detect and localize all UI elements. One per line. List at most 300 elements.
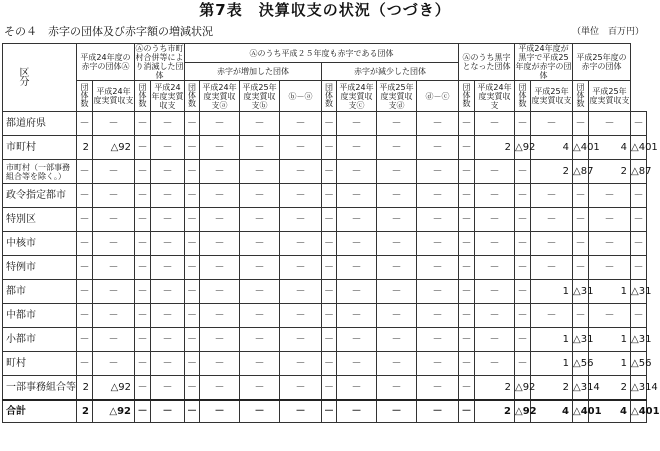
header-h25: 平成25年度実質収支 (589, 81, 631, 112)
table-cell: － (77, 256, 93, 280)
header-dantaisu: 団体数 (515, 81, 531, 112)
table-cell: － (77, 112, 93, 136)
header-h25: 平成25年度実質収支 (531, 81, 573, 112)
header-dc: ⓓ－ⓒ (417, 81, 459, 112)
table-cell: － (280, 304, 322, 328)
table-cell: △31 (631, 280, 647, 304)
table-row (3, 160, 647, 184)
table-cell: － (377, 232, 417, 256)
table-cell: － (93, 208, 135, 232)
table-cell: 2 (589, 160, 631, 184)
table-cell: － (200, 136, 240, 160)
table-cell: 2 (77, 400, 93, 423)
table-cell: △401 (573, 136, 589, 160)
table-cell: － (135, 280, 151, 304)
table-cell: － (200, 160, 240, 184)
table-cell: － (185, 328, 200, 352)
table-cell: － (135, 232, 151, 256)
table-cell: － (337, 304, 377, 328)
table-cell: － (417, 280, 459, 304)
table-cell: － (377, 256, 417, 280)
table-cell: － (151, 400, 185, 423)
table-cell: － (280, 208, 322, 232)
table-cell: － (475, 112, 515, 136)
table-cell: － (135, 184, 151, 208)
table-cell: － (337, 256, 377, 280)
unit-label: （単位 百万円） (571, 27, 644, 37)
table-cell: － (151, 304, 185, 328)
table-cell: － (77, 304, 93, 328)
table-cell: － (322, 304, 337, 328)
table-cell: － (135, 136, 151, 160)
table-cell: － (200, 400, 240, 423)
table-cell: － (322, 232, 337, 256)
table-cell: － (459, 304, 475, 328)
header-h25d: 平成25年度実質収支ⓓ (377, 81, 417, 112)
table-cell: － (377, 328, 417, 352)
table-cell: － (573, 184, 589, 208)
table-cell: － (185, 376, 200, 401)
table-cell: － (531, 208, 573, 232)
table-cell: － (337, 400, 377, 423)
table-subtitle: その４ 赤字の団体及び赤字額の増減状況 (4, 25, 213, 38)
row-label: 合計 (3, 400, 77, 423)
table-cell: － (151, 184, 185, 208)
table-cell: △92 (93, 376, 135, 401)
table-cell: △401 (631, 400, 647, 423)
table-cell: － (322, 376, 337, 401)
table-cell: － (280, 136, 322, 160)
table-body (3, 112, 660, 423)
table-cell: 2 (531, 160, 573, 184)
header-dantaisu: 団体数 (77, 81, 93, 112)
table-cell: △31 (573, 280, 589, 304)
settlement-table (2, 43, 660, 423)
table-cell: － (322, 400, 337, 423)
table-cell: － (185, 280, 200, 304)
table-cell: － (515, 112, 531, 136)
table-cell: － (322, 352, 337, 376)
header-g6: 平成25年度の赤字の団体 (573, 44, 631, 81)
table-cell: － (475, 280, 515, 304)
header-h24: 平成24年度実質収支 (93, 81, 135, 112)
table-cell: － (459, 136, 475, 160)
table-cell: － (417, 160, 459, 184)
table-cell: 2 (531, 376, 573, 401)
table-cell: － (151, 136, 185, 160)
row-label: 中核市 (3, 232, 77, 256)
table-cell: － (515, 160, 531, 184)
header-h24: 平成24年度実質収支 (151, 82, 184, 110)
header-dantaisu: 団体数 (459, 81, 475, 112)
table-cell: － (280, 256, 322, 280)
table-cell: － (93, 280, 135, 304)
table-cell: － (185, 256, 200, 280)
table-cell: － (200, 256, 240, 280)
table-cell: － (459, 400, 475, 423)
table-cell: － (631, 208, 647, 232)
row-label: 一部事務組合等 (3, 376, 77, 401)
table-cell: － (185, 112, 200, 136)
table-cell: 4 (589, 136, 631, 160)
table-cell: － (280, 232, 322, 256)
table-cell: － (200, 184, 240, 208)
table-cell: － (459, 256, 475, 280)
header-g5: 平成24年度が黒字で平成25年度が赤字の団体 (515, 44, 572, 80)
header-h24c: 平成24年度実質収支ⓒ (337, 81, 377, 112)
table-cell: － (417, 184, 459, 208)
table-cell: － (459, 328, 475, 352)
table-cell: △92 (515, 400, 531, 423)
table-cell: － (185, 304, 200, 328)
table-cell: － (417, 400, 459, 423)
table-cell: － (135, 400, 151, 423)
table-cell: 2 (589, 376, 631, 401)
table-row (3, 136, 647, 160)
table-cell: － (475, 352, 515, 376)
table-cell: － (151, 328, 185, 352)
table-cell: － (417, 208, 459, 232)
table-cell: － (77, 184, 93, 208)
table-cell: － (240, 280, 280, 304)
table-cell: － (151, 352, 185, 376)
table-cell: － (377, 280, 417, 304)
table-cell: － (280, 112, 322, 136)
table-cell: － (515, 304, 531, 328)
table-cell: － (322, 256, 337, 280)
row-label: 特例市 (3, 256, 77, 280)
table-cell: 2 (77, 376, 93, 401)
table-cell: △92 (93, 400, 135, 423)
table-cell: － (200, 280, 240, 304)
table-cell: － (573, 232, 589, 256)
table-row (3, 352, 647, 376)
header-kubun: 区 分 (3, 44, 77, 112)
table-cell: － (337, 160, 377, 184)
table-cell: － (417, 304, 459, 328)
table-cell: － (531, 256, 573, 280)
table-cell: － (280, 160, 322, 184)
table-cell: － (135, 160, 151, 184)
table-cell: － (151, 376, 185, 401)
table-cell: － (337, 136, 377, 160)
table-cell: － (459, 280, 475, 304)
table-cell: － (573, 208, 589, 232)
table-cell: △31 (573, 328, 589, 352)
table-cell: － (417, 376, 459, 401)
table-cell: － (77, 232, 93, 256)
table-cell: － (135, 112, 151, 136)
table-cell: － (573, 256, 589, 280)
row-label: 中都市 (3, 304, 77, 328)
table-cell: 2 (475, 400, 515, 423)
table-cell: － (280, 352, 322, 376)
table-row (3, 304, 647, 328)
table-row (3, 328, 647, 352)
table-cell: － (322, 136, 337, 160)
header-g3: Ⓐのうち平成２５年度も赤字である団体 (185, 44, 459, 63)
header-dantaisu: 団体数 (322, 81, 337, 112)
table-cell: － (322, 112, 337, 136)
table-cell: △401 (573, 400, 589, 423)
table-cell: － (77, 352, 93, 376)
table-cell: － (200, 304, 240, 328)
table-cell: 2 (475, 136, 515, 160)
table-cell: － (459, 376, 475, 401)
table-cell: △31 (631, 328, 647, 352)
table-cell: － (515, 280, 531, 304)
table-cell: 1 (531, 328, 573, 352)
table-cell: － (631, 184, 647, 208)
table-cell: － (475, 232, 515, 256)
table-cell: － (322, 280, 337, 304)
table-cell: － (475, 184, 515, 208)
table-cell: － (280, 280, 322, 304)
row-label: 都道府県 (3, 112, 77, 136)
table-cell: △87 (631, 160, 647, 184)
table-cell: △56 (631, 352, 647, 376)
table-cell: － (135, 256, 151, 280)
table-cell: － (200, 232, 240, 256)
table-cell: － (459, 184, 475, 208)
table-cell: － (589, 304, 631, 328)
table-cell: 2 (475, 376, 515, 401)
table-cell: － (377, 352, 417, 376)
header-ba: ⓑ－ⓐ (280, 81, 322, 112)
table-cell: － (459, 352, 475, 376)
table-cell: － (417, 256, 459, 280)
table-cell: － (240, 160, 280, 184)
table-cell: － (515, 184, 531, 208)
table-cell: － (573, 112, 589, 136)
table-cell: － (589, 208, 631, 232)
table-cell: － (377, 136, 417, 160)
table-cell: － (151, 232, 185, 256)
table-cell: － (135, 376, 151, 401)
row-label: 小都市 (3, 328, 77, 352)
table-cell: △92 (515, 136, 531, 160)
table-cell: － (93, 352, 135, 376)
table-cell: △92 (93, 136, 135, 160)
table-cell: － (515, 208, 531, 232)
table-cell: － (151, 256, 185, 280)
table-cell: － (93, 256, 135, 280)
table-row (3, 256, 647, 280)
table-cell: － (417, 328, 459, 352)
table-cell: － (200, 112, 240, 136)
table-cell: － (322, 328, 337, 352)
table-cell: － (417, 232, 459, 256)
table-cell: － (377, 376, 417, 401)
table-cell: － (280, 400, 322, 423)
header-g3a: 赤字が増加した団体 (185, 63, 322, 81)
table-cell: － (135, 328, 151, 352)
table-cell: － (589, 232, 631, 256)
table-cell: 4 (531, 400, 573, 423)
row-label: 町村 (3, 352, 77, 376)
table-cell: 1 (589, 280, 631, 304)
table-cell: － (589, 256, 631, 280)
table-cell: － (200, 376, 240, 401)
table-cell: － (631, 304, 647, 328)
header-g1: 平成24年度の赤字の団体Ⓐ (77, 44, 135, 81)
table-cell: － (377, 160, 417, 184)
table-cell: － (151, 160, 185, 184)
table-cell: － (185, 232, 200, 256)
table-cell: － (185, 136, 200, 160)
table-row (3, 400, 647, 423)
table-row (3, 112, 647, 136)
table-cell: － (515, 352, 531, 376)
header-h24: 平成24年度実質収支 (475, 81, 515, 112)
header-g4: Ⓐのうち黒字となった団体 (459, 44, 515, 81)
table-cell: － (93, 232, 135, 256)
table-cell: － (377, 304, 417, 328)
header-h25b: 平成25年度実質収支ⓑ (240, 81, 280, 112)
table-cell: － (337, 184, 377, 208)
row-label: 特別区 (3, 208, 77, 232)
header-g2: Ⓐのうち市町村合併等により消滅した団体 (135, 44, 184, 80)
table-cell: 4 (589, 400, 631, 423)
table-cell: － (280, 328, 322, 352)
table-cell: － (151, 280, 185, 304)
table-cell: － (475, 304, 515, 328)
table-cell: － (589, 184, 631, 208)
table-cell: △56 (573, 352, 589, 376)
table-cell: － (185, 160, 200, 184)
table-cell: － (77, 280, 93, 304)
table-cell: － (151, 208, 185, 232)
table-row (3, 376, 647, 401)
table-cell: △87 (573, 160, 589, 184)
table-cell: － (337, 328, 377, 352)
table-cell: － (337, 376, 377, 401)
table-row (3, 280, 647, 304)
row-label: 都市 (3, 280, 77, 304)
table-cell: － (459, 208, 475, 232)
table-cell: － (475, 256, 515, 280)
table-cell: － (240, 328, 280, 352)
table-cell: － (280, 184, 322, 208)
table-cell: － (531, 184, 573, 208)
table-cell: － (573, 304, 589, 328)
table-cell: － (475, 160, 515, 184)
table-cell: － (515, 328, 531, 352)
table-cell: △314 (573, 376, 589, 401)
table-cell: － (337, 112, 377, 136)
table-cell: － (531, 112, 573, 136)
header-g3b: 赤字が減少した団体 (322, 63, 459, 81)
table-cell: 1 (589, 328, 631, 352)
table-cell: △401 (631, 136, 647, 160)
header-dantaisu: 団体数 (135, 81, 151, 112)
table-cell: － (185, 184, 200, 208)
table-cell: － (322, 160, 337, 184)
table-cell: 1 (589, 352, 631, 376)
table-cell: △314 (631, 376, 647, 401)
table-cell: △92 (515, 376, 531, 401)
table-cell: － (77, 208, 93, 232)
row-label: 市町村（一部事務組合等を除く。） (3, 160, 77, 184)
table-cell: － (93, 184, 135, 208)
table-cell: － (135, 304, 151, 328)
table-cell: － (322, 184, 337, 208)
table-cell: 2 (77, 136, 93, 160)
table-cell: － (200, 328, 240, 352)
table-row (3, 208, 647, 232)
table-cell: － (185, 400, 200, 423)
table-cell: － (515, 232, 531, 256)
table-cell: － (337, 208, 377, 232)
table-cell: － (631, 112, 647, 136)
header-h24a: 平成24年度実質収支ⓐ (200, 81, 240, 112)
table-cell: － (377, 208, 417, 232)
table-cell: － (93, 304, 135, 328)
table-cell: － (240, 352, 280, 376)
table-cell: － (240, 376, 280, 401)
table-cell: － (377, 112, 417, 136)
table-cell: － (280, 376, 322, 401)
table-cell: － (77, 160, 93, 184)
table-cell: － (77, 328, 93, 352)
table-cell: － (459, 112, 475, 136)
table-cell: － (93, 160, 135, 184)
table-cell: － (135, 352, 151, 376)
table-row (3, 184, 647, 208)
page-title: 第7表 決算収支の状況（つづき） (199, 1, 451, 19)
table-cell: － (475, 328, 515, 352)
table-row (3, 232, 647, 256)
row-label: 政令指定都市 (3, 184, 77, 208)
table-cell: － (93, 112, 135, 136)
table-cell: － (240, 208, 280, 232)
table-cell: － (240, 400, 280, 423)
table-cell: － (475, 208, 515, 232)
table-cell: － (200, 208, 240, 232)
table-cell: － (200, 352, 240, 376)
table-cell: － (459, 232, 475, 256)
table-cell: － (240, 184, 280, 208)
table-cell: － (417, 352, 459, 376)
table-cell: － (322, 208, 337, 232)
table-cell: － (337, 280, 377, 304)
row-label: 市町村 (3, 136, 77, 160)
table-cell: － (631, 232, 647, 256)
table-cell: 4 (531, 136, 573, 160)
table-cell: － (377, 400, 417, 423)
table-cell: － (93, 328, 135, 352)
table-cell: － (240, 232, 280, 256)
table-cell: － (417, 112, 459, 136)
table-cell: － (135, 208, 151, 232)
table-cell: － (531, 232, 573, 256)
table-cell: － (240, 304, 280, 328)
table-cell: － (240, 136, 280, 160)
header-dantaisu: 団体数 (185, 81, 200, 112)
table-cell: － (240, 112, 280, 136)
table-cell: － (417, 136, 459, 160)
table-cell: － (337, 232, 377, 256)
table-cell: － (631, 256, 647, 280)
table-cell: － (377, 184, 417, 208)
table-cell: － (185, 208, 200, 232)
table-cell: － (531, 304, 573, 328)
table-cell: － (589, 112, 631, 136)
table-cell: － (337, 352, 377, 376)
header-dantaisu: 団体数 (573, 81, 589, 112)
table-cell: － (515, 256, 531, 280)
table-cell: － (240, 256, 280, 280)
